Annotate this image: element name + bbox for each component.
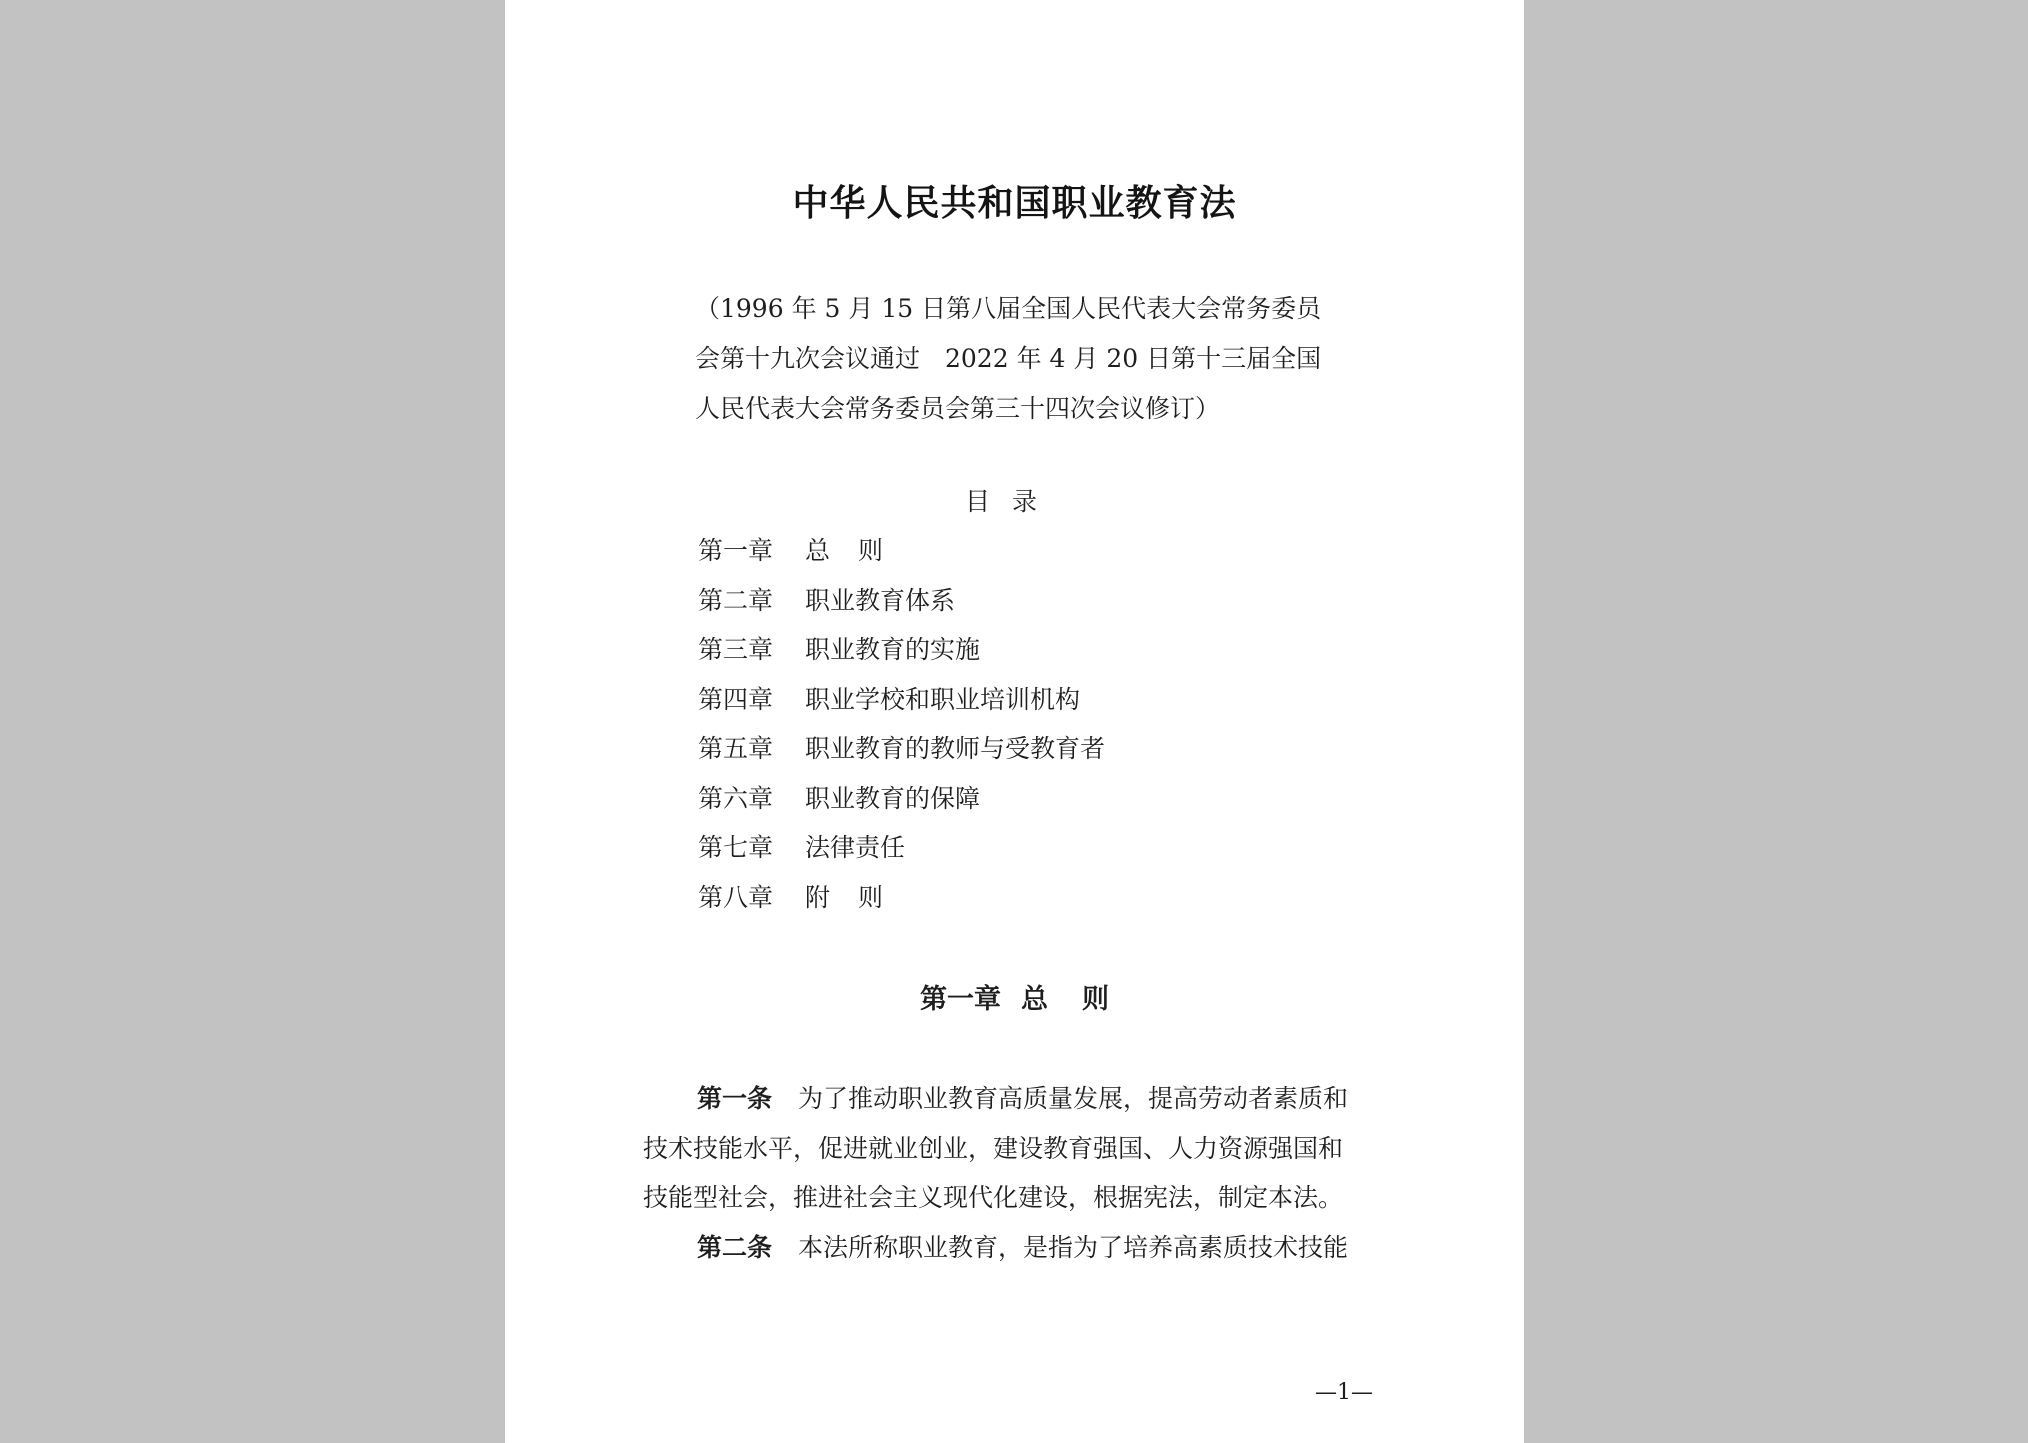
toc-title: 目录 bbox=[965, 487, 1060, 516]
toc-item-name: 职业教育体系 bbox=[805, 585, 956, 615]
article-1 bbox=[643, 1074, 1403, 1223]
article-line: 技能型社会，推进社会主义现代化建设，根据宪法，制定本法。 bbox=[643, 1183, 1344, 1212]
toc-item-number: 第七章 bbox=[698, 833, 774, 862]
toc-item bbox=[698, 578, 1105, 628]
toc-item-name: 法律责任 bbox=[805, 833, 906, 862]
article-text: 本法所称职业教育，是指为了培养高素质技术技能 bbox=[798, 1233, 1349, 1262]
toc-item-number: 第一章 bbox=[698, 536, 774, 565]
toc-item-number: 第四章 bbox=[698, 684, 774, 714]
toc-item bbox=[698, 627, 1105, 677]
toc-item bbox=[698, 825, 1105, 875]
article-2 bbox=[643, 1223, 1403, 1273]
toc-item-number: 第六章 bbox=[698, 783, 774, 813]
article-line: 技术技能水平，促进就业创业，建设教育强国、人力资源强国和 bbox=[643, 1133, 1344, 1163]
chapter-heading bbox=[505, 975, 1524, 1025]
page-number: —1— bbox=[1315, 1380, 1373, 1405]
chapter-name: 总则 bbox=[1021, 984, 1143, 1015]
adoption-note-line: （1996 年 5 月 15 日第八届全国人民代表大会常务委员 bbox=[695, 294, 1322, 323]
adoption-note-line: 人民代表大会常务委员会第三十四次会议修订） bbox=[695, 394, 1221, 423]
article-line bbox=[643, 1074, 1403, 1124]
article-label: 第二条 bbox=[697, 1233, 773, 1262]
table-of-contents bbox=[698, 528, 1105, 924]
toc-item bbox=[698, 677, 1105, 727]
toc-item bbox=[698, 528, 1105, 578]
toc-item-number: 第二章 bbox=[698, 585, 774, 615]
document-title: 中华人民共和国职业教育法 bbox=[792, 183, 1237, 224]
toc-item-name: 职业教育的教师与受教育者 bbox=[805, 734, 1106, 763]
toc-item-number: 第三章 bbox=[698, 635, 774, 664]
document-page bbox=[505, 0, 1524, 1443]
toc-item bbox=[698, 726, 1105, 776]
adoption-note-line: 会第十九次会议通过 2022 年 4 月 20 日第十三届全国 bbox=[695, 344, 1322, 373]
toc-item-number: 第八章 bbox=[698, 882, 774, 912]
article-label: 第一条 bbox=[697, 1084, 773, 1113]
adoption-note bbox=[695, 284, 1355, 434]
toc-item-name: 职业教育的保障 bbox=[805, 783, 981, 813]
toc-item-number: 第五章 bbox=[698, 734, 774, 763]
toc-item-name: 附则 bbox=[805, 882, 912, 912]
toc-item bbox=[698, 875, 1105, 925]
toc-item-name: 总则 bbox=[805, 536, 912, 565]
toc-item bbox=[698, 776, 1105, 826]
toc-item-name: 职业学校和职业培训机构 bbox=[805, 684, 1081, 714]
chapter-number: 第一章 bbox=[920, 984, 1001, 1015]
article-line bbox=[643, 1223, 1403, 1273]
article-text: 为了推动职业教育高质量发展，提高劳动者素质和 bbox=[798, 1084, 1349, 1113]
toc-item-name: 职业教育的实施 bbox=[805, 635, 981, 664]
